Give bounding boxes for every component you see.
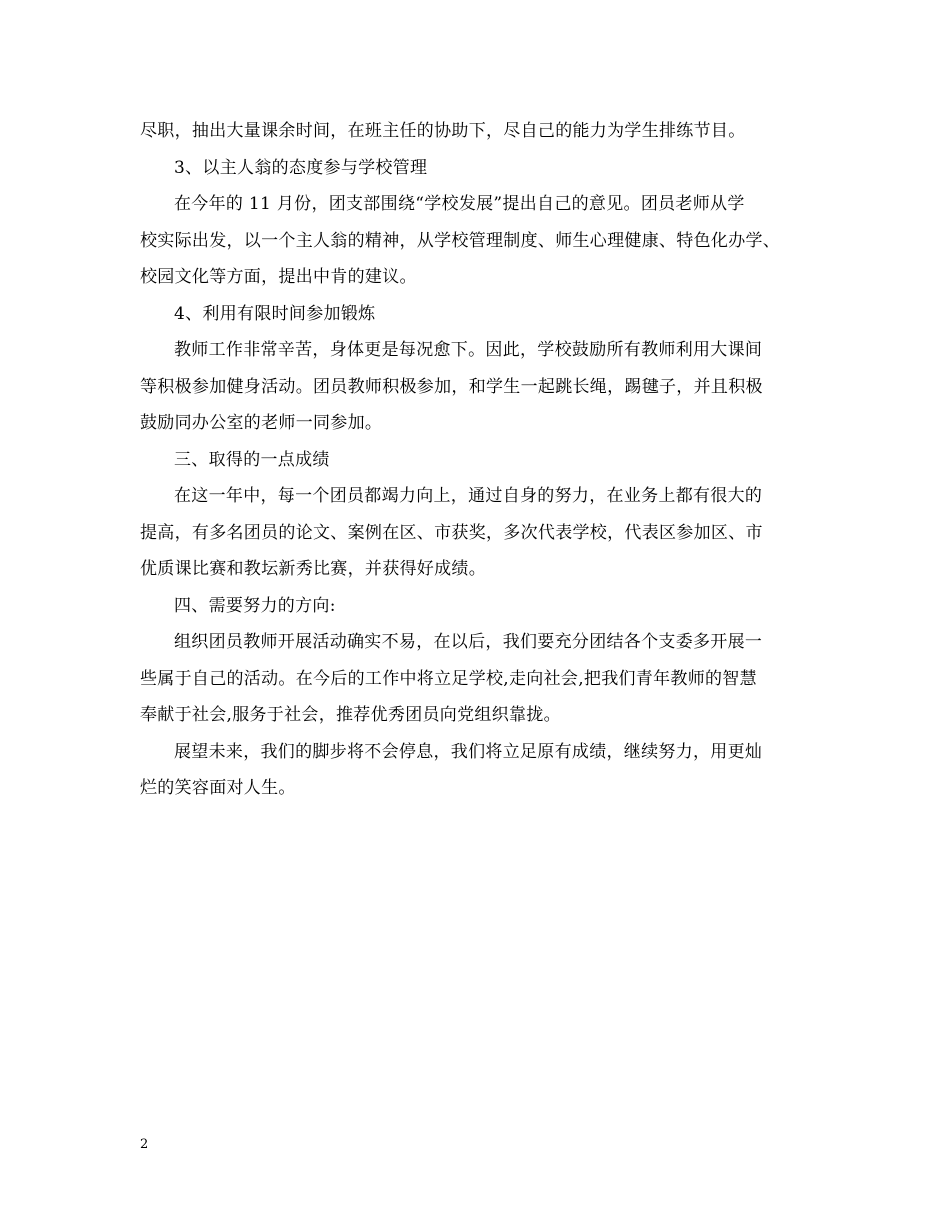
paragraph-line: 展望未来，我们的脚步将不会停息，我们将立足原有成绩，继续努力，用更灿 — [174, 741, 763, 762]
paragraph-line: 提高，有多名团员的论文、案例在区、市获奖，多次代表学校，代表区参加区、市 — [140, 522, 763, 543]
paragraph-line: 组织团员教师开展活动确实不易，在以后，我们要充分团结各个支委多开展一 — [174, 632, 763, 652]
page-number: 2 — [140, 1137, 149, 1152]
section-heading: 三、取得的一点成绩 — [174, 449, 330, 470]
paragraph-line: 烂的笑容面对人生。 — [140, 778, 296, 798]
paragraph-line: 优质课比赛和教坛新秀比赛，并获得好成绩。 — [140, 559, 486, 579]
paragraph-line: 教师工作非常辛苦，身体更是每况愈下。因此，学校鼓励所有教师利用大课间 — [174, 340, 763, 360]
paragraph-line: 校实际出发，以一个主人翁的精神，从学校管理制度、师生心理健康、特色化办学、 — [140, 230, 781, 251]
paragraph-line: 尽职，抽出大量课余时间，在班主任的协助下，尽自己的能力为学生排练节目。 — [140, 121, 746, 141]
body-text — [140, 113, 820, 807]
paragraph-line: 奉献于社会,服务于社会，推荐优秀团员向党组织靠拢。 — [140, 705, 561, 725]
paragraph-line: 在今年的 11 月份，团支部围绕“学校发展”提出自己的意见。团员老师从学 — [174, 194, 745, 214]
section-heading: 四、需要努力的方向: — [174, 595, 336, 616]
paragraph-line: 校园文化等方面，提出中肯的建议。 — [140, 267, 417, 287]
paragraph-line: 些属于自己的活动。在今后的工作中将立足学校,走向社会,把我们青年教师的智慧 — [140, 668, 757, 689]
paragraph-line: 在这一年中，每一个团员都竭力向上，通过自身的努力，在业务上都有很大的 — [174, 486, 763, 506]
paragraph-line: 等积极参加健身活动。团员教师积极参加，和学生一起跳长绳，踢毽子，并且积极 — [140, 376, 763, 397]
paragraph-line: 鼓励同办公室的老师一同参加。 — [140, 413, 383, 433]
section-heading: 3、以主人翁的态度参与学校管理 — [174, 157, 428, 178]
section-heading: 4、利用有限时间参加锻炼 — [174, 303, 376, 324]
